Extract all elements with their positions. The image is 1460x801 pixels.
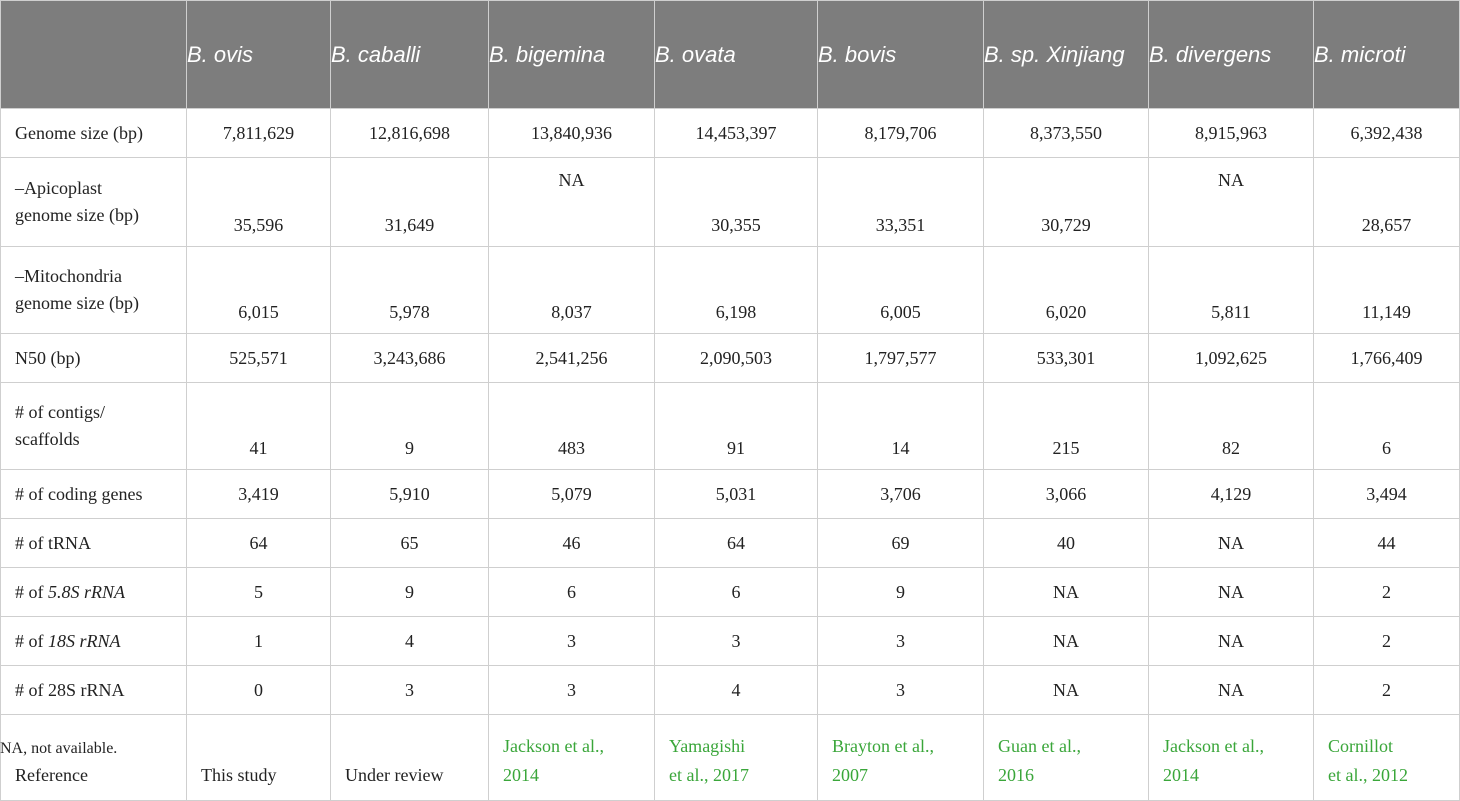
row-label: Genome size (bp) (1, 109, 187, 158)
table-cell: 215 (984, 383, 1149, 470)
table-cell: 44 (1314, 519, 1460, 568)
row-label-italic: 5.8S rRNA (48, 581, 126, 602)
table-cell: 3 (818, 666, 984, 715)
reference-link-line: 2014 (1163, 765, 1199, 785)
table-cell: 6,015 (187, 247, 331, 334)
header-species-b-caballi: B. caballi (331, 1, 489, 109)
reference-cell (1314, 715, 1460, 801)
table-cell: 3 (655, 617, 818, 666)
header-species-b-sp-xinjiang: B. sp. Xinjiang (984, 1, 1149, 109)
table-cell: 7,811,629 (187, 109, 331, 158)
reference-cell (489, 715, 655, 801)
row-label-line: scaffolds (15, 429, 80, 449)
table-cell: 33,351 (818, 158, 984, 247)
reference-link-guan-2016[interactable] (998, 736, 1081, 785)
reference-cell (1149, 715, 1314, 801)
row-label: Reference (1, 715, 187, 801)
table-cell: 6 (1314, 383, 1460, 470)
table-cell: 4 (655, 666, 818, 715)
row-label-line: –Mitochondria (15, 266, 122, 286)
table-cell: 8,037 (489, 247, 655, 334)
table-cell: 65 (331, 519, 489, 568)
table-cell: 6,020 (984, 247, 1149, 334)
row-label (1, 617, 187, 666)
table-cell: 28,657 (1314, 158, 1460, 247)
table-cell: 6,198 (655, 247, 818, 334)
table-cell: 8,915,963 (1149, 109, 1314, 158)
table-row-5-8s-rrna (1, 568, 1460, 617)
table-cell: NA (1149, 568, 1314, 617)
reference-link-line: 2016 (998, 765, 1034, 785)
table-cell: 14 (818, 383, 984, 470)
table-cell: 3,419 (187, 470, 331, 519)
table-row-n50 (1, 334, 1460, 383)
table-cell: 533,301 (984, 334, 1149, 383)
reference-link-line: 2014 (503, 765, 539, 785)
reference-link-line: et al., 2012 (1328, 765, 1408, 785)
table-cell: 3,494 (1314, 470, 1460, 519)
table-cell: 1,797,577 (818, 334, 984, 383)
table-cell: 3 (489, 666, 655, 715)
reference-link-line: Yamagishi (669, 736, 746, 756)
table-row-28s-rrna (1, 666, 1460, 715)
table-cell: 9 (818, 568, 984, 617)
table-cell: NA (1149, 617, 1314, 666)
row-label-line: # of contigs/ (15, 402, 105, 422)
table-cell: 2 (1314, 666, 1460, 715)
table-cell: NA (1149, 666, 1314, 715)
row-label-line: genome size (bp) (15, 293, 139, 313)
reference-link-jackson-2014-b[interactable] (1163, 736, 1264, 785)
table-cell: 4 (331, 617, 489, 666)
reference-cell (984, 715, 1149, 801)
table-cell: NA (984, 617, 1149, 666)
table-cell: 4,129 (1149, 470, 1314, 519)
row-label-line: genome size (bp) (15, 205, 139, 225)
table-cell: 12,816,698 (331, 109, 489, 158)
row-label-prefix: # of (15, 581, 48, 602)
table-cell: NA (984, 568, 1149, 617)
table-cell: 41 (187, 383, 331, 470)
table-cell: 9 (331, 568, 489, 617)
table-row-reference (1, 715, 1460, 801)
reference-cell (187, 715, 331, 801)
table-cell: NA (1149, 519, 1314, 568)
table-cell: 11,149 (1314, 247, 1460, 334)
table-cell: NA (1149, 158, 1314, 247)
reference-link-line: Jackson et al., (1163, 736, 1264, 756)
reference-text: This study (201, 765, 277, 785)
table-cell: 5,031 (655, 470, 818, 519)
table-row-contigs (1, 383, 1460, 470)
header-species-b-divergens: B. divergens (1149, 1, 1314, 109)
table-cell: 3,706 (818, 470, 984, 519)
table-cell: 5,811 (1149, 247, 1314, 334)
table-cell: 5 (187, 568, 331, 617)
table-cell: 31,649 (331, 158, 489, 247)
header-corner-cell (1, 1, 187, 109)
table-cell: 64 (187, 519, 331, 568)
table-cell: 2 (1314, 617, 1460, 666)
row-label: # of coding genes (1, 470, 187, 519)
table-row-trna (1, 519, 1460, 568)
reference-link-line: 2007 (832, 765, 868, 785)
table-cell: 35,596 (187, 158, 331, 247)
table-cell: 3,066 (984, 470, 1149, 519)
table-cell: 8,373,550 (984, 109, 1149, 158)
reference-link-line: Guan et al., (998, 736, 1081, 756)
table-cell: 3,243,686 (331, 334, 489, 383)
table-cell: 6,005 (818, 247, 984, 334)
reference-cell (331, 715, 489, 801)
table-cell: 3 (489, 617, 655, 666)
table-cell: 1,092,625 (1149, 334, 1314, 383)
reference-link-line: Jackson et al., (503, 736, 604, 756)
table-cell: 2,090,503 (655, 334, 818, 383)
reference-link-line: et al., 2017 (669, 765, 749, 785)
row-label: # of tRNA (1, 519, 187, 568)
table-cell: 3 (331, 666, 489, 715)
reference-cell (655, 715, 818, 801)
table-cell: 0 (187, 666, 331, 715)
table-cell: 91 (655, 383, 818, 470)
row-label-prefix: # of (15, 630, 48, 651)
table-cell: 64 (655, 519, 818, 568)
table-cell: 5,910 (331, 470, 489, 519)
header-species-b-bovis: B. bovis (818, 1, 984, 109)
table-cell: 82 (1149, 383, 1314, 470)
table-cell: 5,978 (331, 247, 489, 334)
row-label (1, 383, 187, 470)
row-label: # of 28S rRNA (1, 666, 187, 715)
table-cell: 5,079 (489, 470, 655, 519)
reference-link-cornillot-2012[interactable] (1328, 736, 1408, 785)
header-species-b-microti: B. microti (1314, 1, 1460, 109)
header-species-b-ovis: B. ovis (187, 1, 331, 109)
header-species-b-bigemina: B. bigemina (489, 1, 655, 109)
row-label-line: –Apicoplast (15, 178, 102, 198)
row-label: N50 (bp) (1, 334, 187, 383)
reference-text: Under review (345, 765, 444, 785)
table-cell: 30,355 (655, 158, 818, 247)
table-cell: NA (984, 666, 1149, 715)
row-label (1, 247, 187, 334)
reference-link-jackson-2014[interactable] (503, 736, 604, 785)
table-cell: 483 (489, 383, 655, 470)
table-cell: 3 (818, 617, 984, 666)
table-row-apicoplast (1, 158, 1460, 247)
table-cell: 6,392,438 (1314, 109, 1460, 158)
table-row-mitochondria (1, 247, 1460, 334)
reference-link-brayton-2007[interactable] (832, 736, 934, 785)
row-label-italic: 18S rRNA (48, 630, 121, 651)
table-row-18s-rrna (1, 617, 1460, 666)
table-cell: 40 (984, 519, 1149, 568)
table-cell: 525,571 (187, 334, 331, 383)
table-cell: 6 (489, 568, 655, 617)
header-species-b-ovata: B. ovata (655, 1, 818, 109)
table-cell: 2 (1314, 568, 1460, 617)
table-cell: 6 (655, 568, 818, 617)
row-label (1, 568, 187, 617)
header-row (1, 1, 1460, 109)
table-cell: 1 (187, 617, 331, 666)
table-row-coding-genes (1, 470, 1460, 519)
table-cell: 14,453,397 (655, 109, 818, 158)
table-cell: 69 (818, 519, 984, 568)
table-cell: 13,840,936 (489, 109, 655, 158)
table-footnote: NA, not available. (0, 740, 118, 757)
row-label (1, 158, 187, 247)
table-cell: 8,179,706 (818, 109, 984, 158)
reference-cell (818, 715, 984, 801)
table-cell: NA (489, 158, 655, 247)
reference-link-line: Brayton et al., (832, 736, 934, 756)
table-row-genome-size (1, 109, 1460, 158)
table-cell: 46 (489, 519, 655, 568)
reference-link-line: Cornillot (1328, 736, 1394, 756)
reference-link-yamagishi-2017[interactable] (669, 736, 749, 785)
table-cell: 9 (331, 383, 489, 470)
table-cell: 30,729 (984, 158, 1149, 247)
table-cell: 1,766,409 (1314, 334, 1460, 383)
table-cell: 2,541,256 (489, 334, 655, 383)
